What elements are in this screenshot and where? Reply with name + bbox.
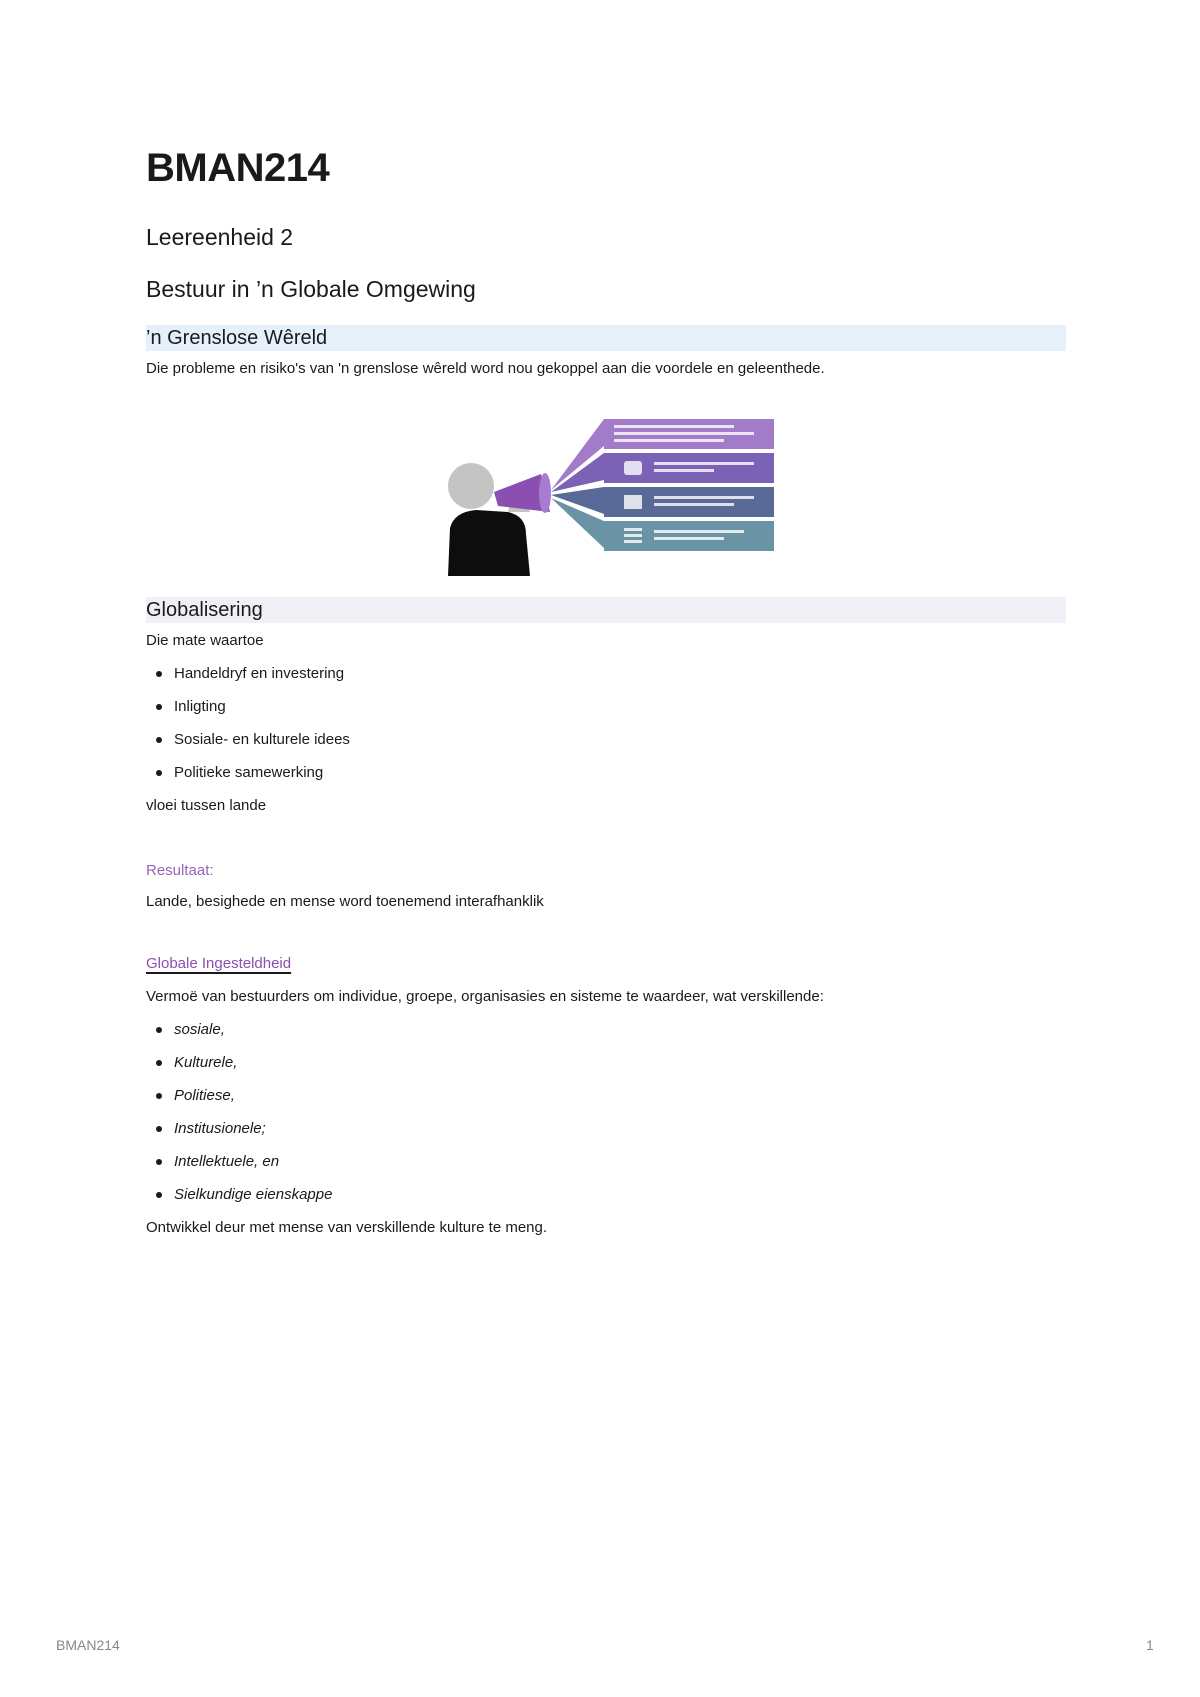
section-heading-globalisation: Globalisering bbox=[146, 597, 1066, 623]
flow-list bbox=[146, 664, 350, 796]
list-item: Inligting bbox=[146, 697, 350, 730]
page-number: 1 bbox=[1146, 1637, 1154, 1653]
list-item: Institusionele; bbox=[146, 1119, 332, 1152]
list-item: Kulturele, bbox=[146, 1053, 332, 1086]
list-item: Politiese, bbox=[146, 1086, 332, 1119]
list-item: Politieke samewerking bbox=[146, 763, 350, 796]
unit-heading: Leereenheid 2 bbox=[146, 224, 294, 250]
result-text: Lande, besighede en mense word toenemend interafhanklik bbox=[146, 893, 544, 910]
person-icon bbox=[448, 463, 530, 576]
list-item: Sosiale- en kulturele idees bbox=[146, 730, 350, 763]
closing-text: Ontwikkel deur met mense van verskillende kulture te meng. bbox=[146, 1219, 548, 1236]
globalisation-outro: vloei tussen lande bbox=[146, 797, 267, 814]
document-title: BMAN214 bbox=[146, 146, 330, 190]
list-item: Sielkundige eienskappe bbox=[146, 1185, 332, 1218]
megaphone-icon bbox=[494, 473, 551, 513]
global-mindset-label: Globale Ingesteldheid bbox=[146, 955, 292, 972]
section-heading-borderless-world: ’n Grenslose Wêreld bbox=[146, 325, 1066, 351]
chapter-heading: Bestuur in ’n Globale Omgewing bbox=[146, 276, 476, 302]
global-mindset-text: Vermoë van bestuurders om individue, groepe, organisasies en sisteme te waardeer, wat verskillende: bbox=[146, 988, 824, 1005]
megaphone-illustration bbox=[446, 416, 776, 578]
result-label: Resultaat: bbox=[146, 862, 214, 879]
section-paragraph: Die probleme en risiko's van 'n grenslose wêreld word nou gekoppel aan die voordele en geleenthede. bbox=[146, 360, 825, 377]
traits-list bbox=[146, 1020, 332, 1218]
globalisation-intro: Die mate waartoe bbox=[146, 632, 264, 649]
list-item: Handeldryf en investering bbox=[146, 664, 350, 697]
footer-title: BMAN214 bbox=[56, 1637, 120, 1653]
list-item: sosiale, bbox=[146, 1020, 332, 1053]
list-item: Intellektuele, en bbox=[146, 1152, 332, 1185]
